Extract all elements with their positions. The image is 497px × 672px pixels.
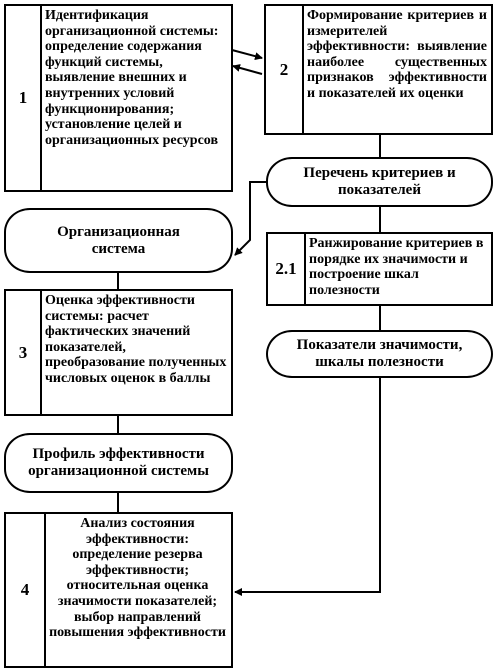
block-4-analysis (4, 512, 233, 668)
block-2-1-text: Ранжирование критериев в порядке их значимости и построение шкал полезности (309, 236, 484, 298)
block-1-text: Идентификация организационной системы: определение содержания функций системы, выявление внешних и внутренних условий функционирования; установление целей и организационных ресурсов (45, 8, 219, 148)
block-2-text: Формирование критериев и измерителей эффективности: выявление наиболее существенных признаков эффективности и показателей их оценки (307, 8, 487, 101)
criteria-list-box (266, 157, 493, 207)
arrow-significance-to-4 (235, 378, 380, 592)
arrow-2-to-1 (233, 66, 262, 74)
criteria-list-label: Перечень критериев и показателей (303, 165, 456, 198)
arrow-criteria-to-org (235, 182, 268, 255)
block-3-evaluation (4, 289, 233, 416)
block-2-1-number: 2.1 (268, 234, 306, 304)
org-system-box (4, 208, 233, 273)
block-1-identification (4, 4, 233, 192)
block-2-number: 2 (266, 6, 304, 133)
block-2-1-ranking (266, 232, 493, 306)
arrow-1-to-2 (232, 50, 262, 58)
block-4-text: Анализ состояния эффективности: определение резерва эффективности; относительная оценка значимости показателей; выбор направлений повышения эффективности (49, 516, 226, 641)
significance-box (266, 330, 493, 378)
block-4-number: 4 (6, 514, 46, 666)
efficiency-profile-label: Профиль эффективности организационной системы (28, 446, 209, 479)
block-3-text: Оценка эффективности системы: расчет фактических значений показателей, преобразование полученных числовых оценок в баллы (45, 293, 227, 386)
block-3-number: 3 (6, 291, 42, 414)
org-system-label: Организационная система (57, 223, 180, 257)
efficiency-profile-box (4, 433, 233, 493)
block-2-criteria-formation (264, 4, 493, 135)
significance-label: Показатели значимости, шкалы полезности (296, 337, 463, 370)
block-1-number: 1 (6, 6, 42, 190)
